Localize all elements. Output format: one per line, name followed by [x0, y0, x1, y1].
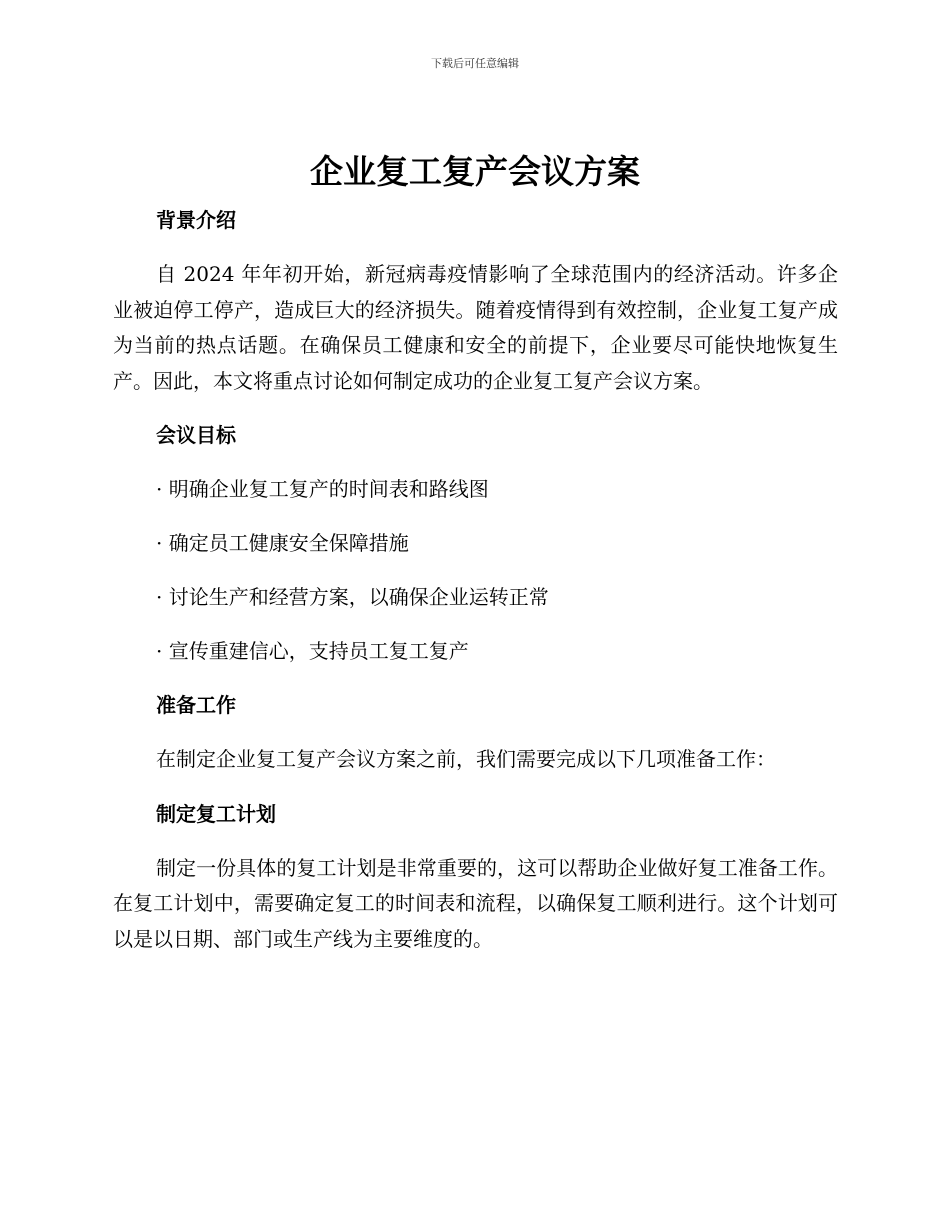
document-body — [113, 203, 838, 957]
heading-preparation: 准备工作 — [156, 693, 236, 717]
goal-item: · 宣传重建信心，支持员工复工复产 — [156, 639, 469, 663]
goal-item: · 确定员工健康安全保障措施 — [156, 531, 409, 555]
heading-background: 背景介绍 — [156, 208, 236, 232]
header-note: 下载后可任意编辑 — [431, 57, 519, 70]
paragraph-preparation: 在制定企业复工复产会议方案之前，我们需要完成以下几项准备工作： — [156, 747, 776, 771]
goal-item: · 讨论生产和经营方案，以确保企业运转正常 — [156, 585, 549, 609]
goal-item: · 明确企业复工复产的时间表和路线图 — [156, 477, 489, 501]
heading-plan: 制定复工计划 — [156, 801, 276, 826]
document-title: 企业复工复产会议方案 — [310, 152, 640, 191]
paragraph-plan: 制定一份具体的复工计划是非常重要的，这可以帮助企业做好复工准备工作。在复工计划中，需要确定复工的时间表和流程，以确保复工顺利进行。这个计划可以是以日期、部门或生产线为主要维度的。 — [113, 855, 838, 951]
heading-goals: 会议目标 — [156, 423, 236, 447]
paragraph-background: 自 2024 年年初开始，新冠病毒疫情影响了全球范围内的经济活动。许多企业被迫停工停产，造成巨大的经济损失。随着疫情得到有效控制，企业复工复产成为当前的热点话题。在确保员工健康和安全的前提下，企业要尽可能快地恢复生产。因此，本文将重点讨论如何制定成功的企业复工复产会议方案。 — [113, 262, 838, 393]
